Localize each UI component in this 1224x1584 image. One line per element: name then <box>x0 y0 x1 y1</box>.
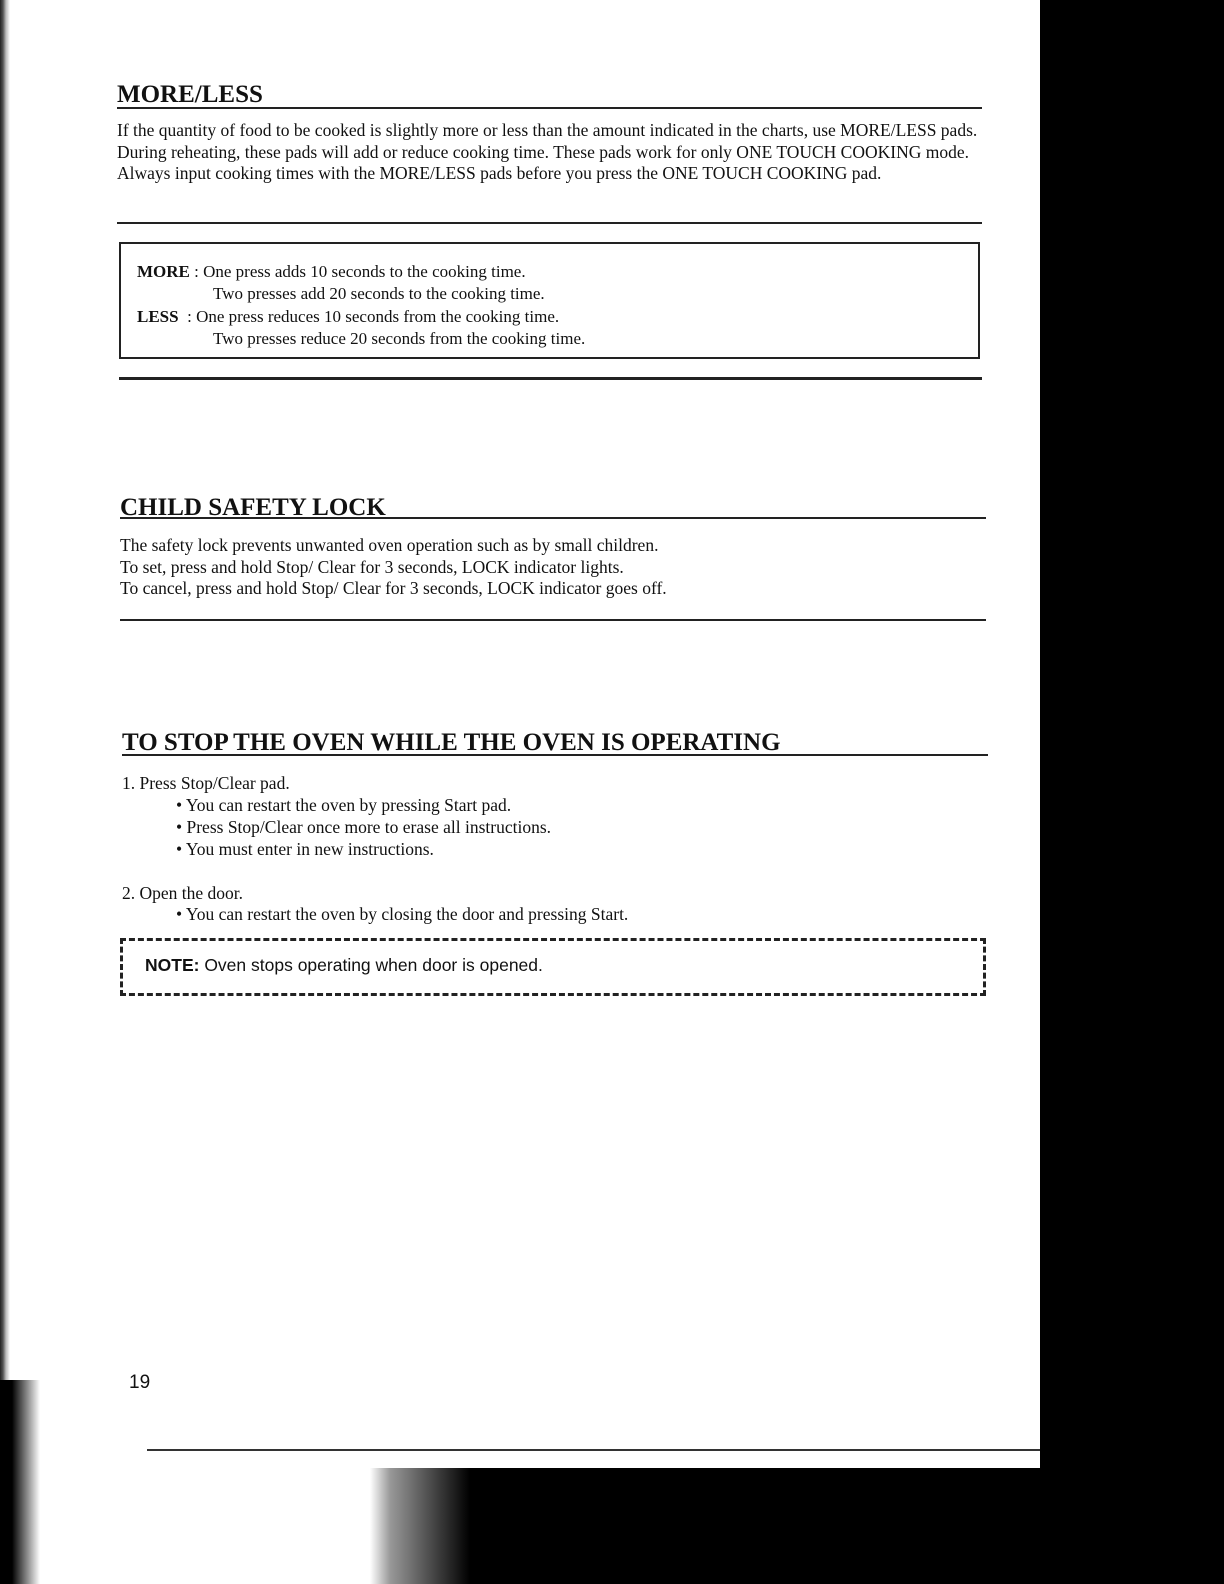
child-lock-heading-rule <box>120 517 986 519</box>
more-less-bottom-rule <box>119 377 982 380</box>
step-1-bullet-2: • Press Stop/Clear once more to erase all instructions. <box>176 817 552 837</box>
child-lock-heading: CHILD SAFETY LOCK <box>120 494 386 521</box>
more-less-spec-box <box>119 242 980 359</box>
child-lock-line-1: The safety lock prevents unwanted oven operation such as by small children. <box>120 535 659 555</box>
child-lock-bottom-rule <box>120 619 986 621</box>
step-2-bullet-1: • You can restart the oven by closing the door and pressing Start. <box>176 904 629 924</box>
stop-oven-heading: TO STOP THE OVEN WHILE THE OVEN IS OPERATING <box>122 729 781 756</box>
more-less-paragraph: If the quantity of food to be cooked is slightly more or less than the amount indicated in the charts, use MORE/LESS pads. During reheating, these pads will add or reduce cooking time. These pads work for only ONE TOUCH COOKING mode. Always input cooking times with the MORE/LESS pads before you press the ONE TOUCH COOKING pad. <box>117 120 978 183</box>
more-key: MORE <box>137 262 190 281</box>
note-label: NOTE: <box>145 955 200 975</box>
step-1-bullet-1: • You can restart the oven by pressing Start pad. <box>176 795 512 815</box>
note-text <box>145 955 543 976</box>
more-less-divider <box>117 222 982 224</box>
scan-shadow-bottom <box>0 1468 1224 1584</box>
more-line-2: Two presses add 20 seconds to the cooking time. <box>213 284 545 303</box>
less-line-1: : One press reduces 10 seconds from the cooking time. <box>178 307 560 326</box>
child-lock-body <box>120 535 986 600</box>
step-1: 1. Press Stop/Clear pad. <box>122 773 290 793</box>
page-number: 19 <box>129 1372 151 1393</box>
note-body: Oven stops operating when door is opened. <box>199 955 543 975</box>
more-line-1: : One press adds 10 seconds to the cooking time. <box>189 262 526 281</box>
less-line-2: Two presses reduce 20 seconds from the cooking time. <box>213 329 586 348</box>
more-less-paragraph-block <box>117 120 982 185</box>
more-less-section <box>117 80 263 110</box>
scan-shadow-left <box>0 0 10 1584</box>
less-key: LESS <box>137 307 179 326</box>
stop-oven-heading-rule <box>122 754 988 756</box>
child-lock-line-3: To cancel, press and hold Stop/ Clear for 3 seconds, LOCK indicator goes off. <box>120 578 667 598</box>
scan-shadow-bottom-left <box>0 1380 40 1584</box>
more-less-heading-rule <box>117 107 982 109</box>
more-row <box>137 261 526 283</box>
more-less-heading: MORE/LESS <box>117 81 263 108</box>
step-1-bullet-3: • You must enter in new instructions. <box>176 839 434 859</box>
less-row <box>137 306 559 328</box>
note-box <box>120 938 986 996</box>
child-lock-line-2: To set, press and hold Stop/ Clear for 3 seconds, LOCK indicator lights. <box>120 556 624 577</box>
footer-rule <box>147 1449 1040 1451</box>
step-2: 2. Open the door. <box>122 883 244 903</box>
